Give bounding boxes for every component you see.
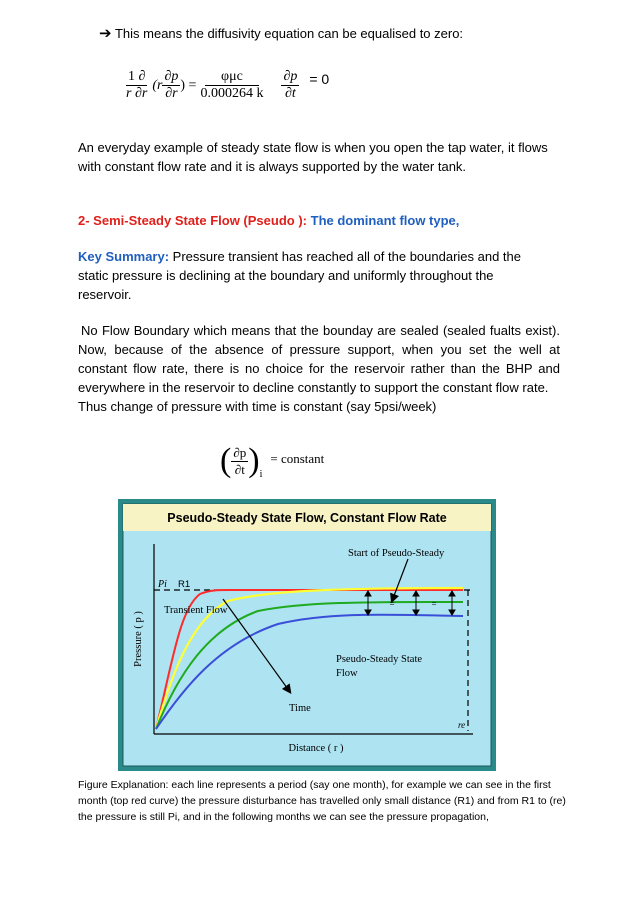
label-transient: Transient Flow [164,605,228,616]
label-pi: Pi [158,579,167,590]
key-summary-label: Key Summary: [78,249,170,264]
key-summary-paragraph [78,247,548,304]
intro-text: This means the diffusivity equation can be equalised to zero: [114,26,464,41]
eq1-inner-open: (r [152,77,163,93]
eq2-right-paren: ) [248,442,260,479]
diffusivity-equation [124,69,329,102]
right-arrow-icon: ➔ [99,25,112,42]
section-heading [78,211,459,230]
eq1-lhs-fraction: $\frac{1 \partial}{r \partial r}$ [126,69,148,101]
label-pss-line2: Flow [336,668,358,679]
eq1-dp-fraction: $\frac{\partial p}{\partial t}$ [283,69,298,101]
label-start-pss: Start of Pseudo-Steady [348,548,445,559]
eq2-fraction: $\frac{\partial p}{\partial t}$ [233,444,247,477]
figure-caption: Figure Explanation: each line represents a period (say one month), for example we can see in the first month (top red curve) the pressure disturbance has travelled only small distance (R1) and from R1 to (re) the pressure is still Pi, and in the following months we can see the pressure propagation, [78,779,566,823]
eq1-rhs-fraction: $\frac{\text{φμc}}{0.000264 k}$ [200,69,264,101]
section-heading-red: 2- Semi-Steady State Flow (Pseudo ): [78,213,307,228]
eq2-left-paren: ( [220,442,232,479]
eq2-subscript: i [259,469,263,480]
section-heading-blue: The dominant flow type, [310,213,460,228]
eq2-rhs: = constant [270,451,325,466]
figure-title: Pseudo-Steady State Flow, Constant Flow Rate [167,511,447,525]
eq1-inner-close: ) = [180,77,197,93]
pressure-derivative-equation [220,444,324,478]
label-re: re [458,720,466,730]
eq1-equals-zero: = 0 [309,70,330,87]
label-r1: R1 [178,579,191,590]
key-summary-text: Pressure transient has reached all of the boundaries and the static pressure is declining at the boundary and uniformly throughout the reservoir. [78,249,522,302]
pseudo-steady-state-figure [118,499,496,771]
eq1-inner-fraction: $\frac{\partial p}{\partial r}$ [164,69,179,101]
paragraph-pressure-change: Thus change of pressure with time is constant (say 5psi/week) [78,399,437,414]
equal-sign-1: = [389,599,395,609]
label-y-axis: Pressure ( p ) [133,611,144,667]
label-time: Time [289,703,311,714]
figure-svg [118,499,496,771]
paragraph-no-flow-boundary: No Flow Boundary which means that the bounday are sealed (sealed fualts exist). Now, because of the absence of pressure support, when you set the well at constant flow rate, there is no choice for the reservoir rather than the BHP and everywhere in the reservoir to decline constantly to support the constant flow rate. [78,323,560,395]
intro-line [99,24,463,43]
label-x-axis: Distance ( r ) [288,743,344,754]
label-pss-line1: Pseudo-Steady State [336,654,423,665]
paragraph-tap-example: An everyday example of steady state flow is when you open the tap water, it flows with constant flow rate and it is always supported by the water tank. [78,140,548,174]
equal-sign-2: = [431,599,437,609]
